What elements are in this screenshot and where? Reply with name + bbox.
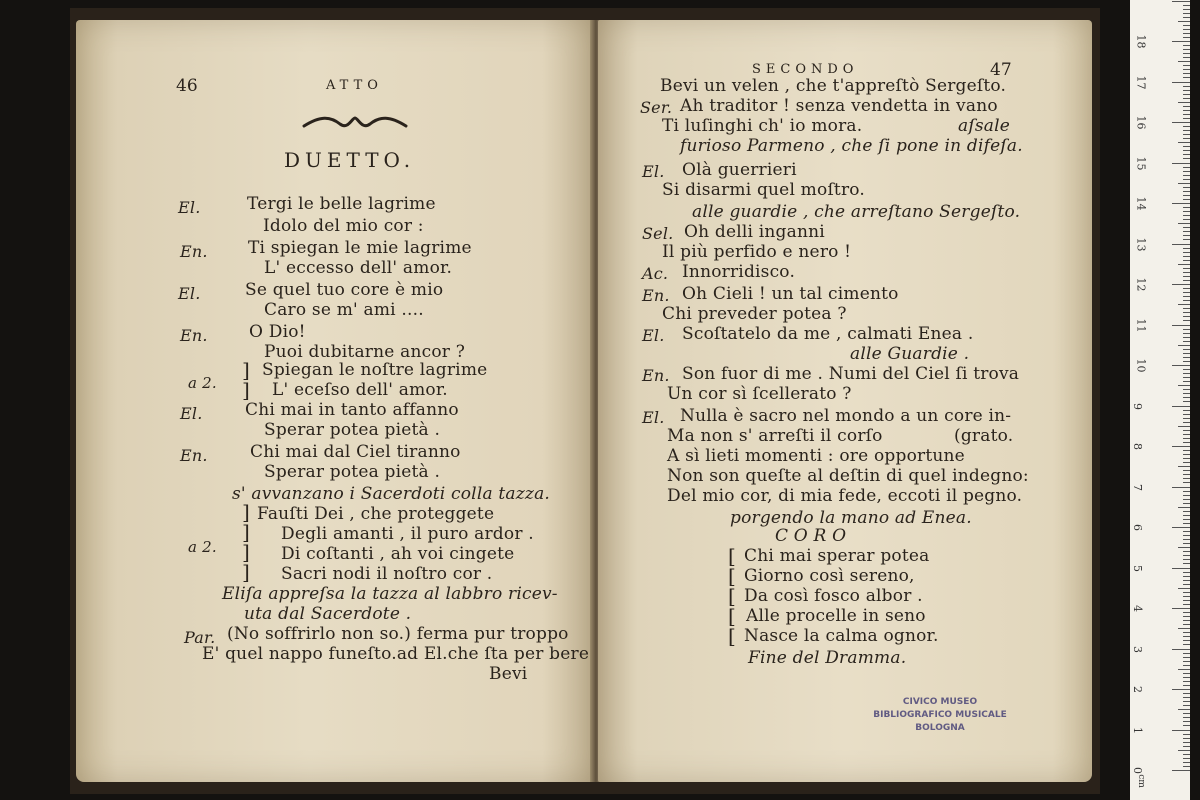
- ruler-tick: [1183, 657, 1190, 658]
- ruler-tick: [1183, 25, 1190, 26]
- ruler-tick: [1183, 154, 1190, 155]
- text-line: Scoſtatelo da me , calmati Enea .: [682, 324, 974, 344]
- ruler-tick: [1183, 604, 1190, 605]
- ruler-tick: [1183, 454, 1190, 455]
- ruler-tick: [1183, 422, 1190, 423]
- brace-mark: ] ] ] ]: [242, 500, 250, 584]
- ruler-tick: [1183, 308, 1190, 309]
- ruler-tick: [1183, 418, 1190, 419]
- right-page-number: 47: [990, 60, 1012, 80]
- ruler-number: 10: [1134, 358, 1148, 373]
- ruler-tick: [1183, 312, 1190, 313]
- ruler-tick: [1183, 401, 1190, 402]
- text-line: Bevi un velen , che t'appreſtò Sergeſto.: [660, 76, 1007, 96]
- ruler-tick: [1183, 397, 1190, 398]
- ruler-tick: [1183, 207, 1190, 208]
- ruler-tick: [1183, 636, 1190, 637]
- ruler-number: 0: [1131, 767, 1144, 774]
- text-line: Sperar potea pietà .: [264, 462, 441, 482]
- ruler-tick: [1172, 1, 1190, 2]
- text-line: Ma non s' arreſti il corſo: [667, 426, 883, 446]
- ruler-tick: [1183, 248, 1190, 249]
- ruler-tick: [1183, 438, 1190, 439]
- ruler-tick: [1183, 9, 1190, 10]
- text-line: O Dio!: [249, 322, 306, 342]
- ruler-tick: [1183, 474, 1190, 475]
- brace-mark: [ [ [ [ [: [728, 544, 736, 648]
- ruler-tick: [1178, 345, 1190, 346]
- ruler-tick: [1183, 126, 1190, 127]
- ruler-tick: [1178, 547, 1190, 548]
- measurement-ruler: [1130, 0, 1190, 800]
- ruler-tick: [1183, 235, 1190, 236]
- text-line: Fine del Dramma.: [748, 648, 907, 668]
- ruler-number: 11: [1134, 318, 1148, 332]
- ruler-number: 14: [1134, 196, 1148, 211]
- ruler-tick: [1183, 523, 1190, 524]
- text-line: Di coſtanti , ah voi cingete: [281, 544, 515, 564]
- duetto-heading: DUETTO.: [284, 148, 416, 172]
- text-line: Innorridisco.: [682, 262, 796, 282]
- ruler-tick: [1172, 770, 1190, 771]
- brace-mark: ] ]: [242, 358, 250, 402]
- text-line: Tergi le belle lagrime: [247, 194, 436, 214]
- a2-marker: a 2.: [188, 374, 217, 392]
- ruler-tick: [1183, 620, 1190, 621]
- ruler-tick: [1183, 746, 1190, 747]
- ruler-tick: [1178, 102, 1190, 103]
- text-line: Chi preveder potea ?: [662, 304, 847, 324]
- ruler-tick: [1183, 256, 1190, 257]
- ruler-tick: [1183, 653, 1190, 654]
- ruler-tick: [1183, 519, 1190, 520]
- text-line: furioso Parmeno , che ſi pone in difeſa.: [680, 136, 1023, 156]
- text-line: (grato.: [954, 426, 1014, 446]
- ruler-tick: [1183, 539, 1190, 540]
- ruler-tick: [1183, 171, 1190, 172]
- ruler-tick: [1183, 219, 1190, 220]
- ruler-tick: [1183, 644, 1190, 645]
- ruler-tick: [1183, 268, 1190, 269]
- text-line: Nulla è sacro nel mondo a un core in-: [680, 406, 1012, 426]
- text-line: Ti luſinghi ch' io mora.: [662, 116, 863, 136]
- ruler-number: 16: [1134, 115, 1148, 130]
- ruler-tick: [1183, 673, 1190, 674]
- ruler-tick: [1183, 33, 1190, 34]
- ruler-tick: [1183, 721, 1190, 722]
- ruler-tick: [1178, 223, 1190, 224]
- text-line: alle Guardie .: [850, 344, 970, 364]
- text-line: Puoi dubitarne ancor ?: [264, 342, 466, 362]
- ruler-tick: [1178, 669, 1190, 670]
- text-line: Da così fosco albor .: [744, 586, 923, 606]
- ruler-tick: [1183, 357, 1190, 358]
- speaker-label: En.: [642, 366, 670, 385]
- text-line: Non son queſte al deſtin di quel indegno:: [667, 466, 1029, 486]
- ruler-tick: [1183, 252, 1190, 253]
- ruler-number: 6: [1131, 524, 1144, 531]
- ruler-tick: [1172, 446, 1190, 447]
- ruler-tick: [1183, 300, 1190, 301]
- speaker-label: El.: [642, 326, 665, 345]
- ruler-tick: [1178, 588, 1190, 589]
- text-line: L' eceſso dell' amor.: [272, 380, 448, 400]
- ruler-tick: [1178, 466, 1190, 467]
- ruler-tick: [1183, 535, 1190, 536]
- ruler-tick: [1183, 272, 1190, 273]
- ruler-tick: [1178, 304, 1190, 305]
- ruler-tick: [1183, 470, 1190, 471]
- text-line: Ah traditor ! senza vendetta in vano: [680, 96, 998, 116]
- ruler-tick: [1183, 134, 1190, 135]
- speaker-label: El.: [642, 408, 665, 427]
- ruler-tick: [1183, 337, 1190, 338]
- ruler-number: 7: [1131, 483, 1144, 491]
- ruler-tick: [1178, 142, 1190, 143]
- ruler-tick: [1183, 410, 1190, 411]
- ruler-tick: [1183, 758, 1190, 759]
- speaker-label: El.: [178, 198, 201, 217]
- ruler-tick: [1183, 499, 1190, 500]
- ruler-tick: [1183, 94, 1190, 95]
- ruler-tick: [1183, 215, 1190, 216]
- ruler-number: 15: [1134, 156, 1148, 170]
- speaker-label: En.: [180, 446, 208, 465]
- text-line: Son fuor di me . Numi del Ciel ſi trova: [682, 364, 1020, 384]
- text-line: Si disarmi quel moſtro.: [662, 180, 866, 200]
- ruler-tick: [1183, 738, 1190, 739]
- ruler-tick: [1183, 369, 1190, 370]
- text-line: Olà guerrieri: [682, 160, 797, 180]
- ruler-tick: [1183, 158, 1190, 159]
- speaker-label: Ac.: [642, 264, 669, 283]
- ruler-tick: [1183, 665, 1190, 666]
- text-line: Chi mai sperar potea: [744, 546, 930, 566]
- ruler-tick: [1183, 29, 1190, 30]
- a2-marker: a 2.: [188, 538, 217, 556]
- text-line: Un cor sì ſcellerato ?: [667, 384, 852, 404]
- ruler-tick: [1172, 649, 1190, 650]
- text-line: Caro se m' ami ....: [264, 300, 424, 320]
- ruler-tick: [1183, 296, 1190, 297]
- ruler-tick: [1183, 717, 1190, 718]
- ruler-number: 2: [1131, 686, 1144, 693]
- ruler-number: 8: [1131, 443, 1144, 450]
- ruler-tick: [1183, 329, 1190, 330]
- text-line: Spiegan le noſtre lagrime: [262, 360, 488, 380]
- ruler-tick: [1183, 37, 1190, 38]
- ruler-tick: [1183, 191, 1190, 192]
- ruler-tick: [1183, 462, 1190, 463]
- text-line: Oh Cieli ! un tal cimento: [682, 284, 899, 304]
- ruler-tick: [1183, 661, 1190, 662]
- ruler-tick: [1183, 175, 1190, 176]
- ruler-tick: [1183, 766, 1190, 767]
- ruler-tick: [1183, 49, 1190, 50]
- ruler-tick: [1183, 106, 1190, 107]
- ruler-tick: [1183, 5, 1190, 6]
- text-line: Alle procelle in seno: [746, 606, 926, 626]
- ruler-tick: [1178, 183, 1190, 184]
- ruler-tick: [1183, 73, 1190, 74]
- text-line: C O R O: [775, 526, 847, 546]
- ruler-tick: [1183, 17, 1190, 18]
- text-line: Nasce la calma ognor.: [744, 626, 939, 646]
- ruler-tick: [1183, 199, 1190, 200]
- ruler-tick: [1183, 616, 1190, 617]
- ruler-tick: [1183, 632, 1190, 633]
- ruler-tick: [1172, 365, 1190, 366]
- text-line: Del mio cor, di mia fede, eccoti il pegno.: [667, 486, 1023, 506]
- ruler-tick: [1183, 146, 1190, 147]
- ruler-tick: [1183, 584, 1190, 585]
- text-line: L' eccesso dell' amor.: [264, 258, 453, 278]
- ruler-tick: [1183, 734, 1190, 735]
- ruler-tick: [1183, 596, 1190, 597]
- ruler-number: 1: [1131, 726, 1144, 734]
- ruler-tick: [1183, 414, 1190, 415]
- ruler-tick: [1183, 195, 1190, 196]
- ruler-tick: [1183, 114, 1190, 115]
- speaker-label: En.: [642, 286, 670, 305]
- ruler-tick: [1183, 503, 1190, 504]
- stamp-line: BIBLIOGRAFICO MUSICALE: [873, 710, 1007, 720]
- text-line: Se quel tuo core è mio: [245, 280, 444, 300]
- ruler-tick: [1183, 640, 1190, 641]
- ruler-tick: [1183, 572, 1190, 573]
- right-running-head: SECONDO: [752, 62, 859, 77]
- ruler-tick: [1172, 82, 1190, 83]
- ruler-tick: [1183, 292, 1190, 293]
- speaker-label: El.: [642, 162, 665, 181]
- ruler-tick: [1183, 478, 1190, 479]
- ruler-tick: [1183, 231, 1190, 232]
- ruler-unit: cm: [1135, 774, 1146, 788]
- text-line: Bevi: [489, 664, 528, 684]
- stamp-line: CIVICO MUSEO: [902, 697, 978, 707]
- ruler-number: 12: [1134, 277, 1148, 292]
- ruler-tick: [1183, 563, 1190, 564]
- ruler-tick: [1183, 495, 1190, 496]
- ruler-tick: [1183, 381, 1190, 382]
- ruler-tick: [1183, 361, 1190, 362]
- ruler-tick: [1178, 750, 1190, 751]
- text-line: Fauſti Dei , che proteggete: [257, 504, 495, 524]
- ruler-tick: [1183, 110, 1190, 111]
- ruler-tick: [1183, 45, 1190, 46]
- ruler-tick: [1183, 442, 1190, 443]
- left-running-head: ATTO: [326, 78, 383, 93]
- ruler-tick: [1183, 458, 1190, 459]
- open-book: [70, 8, 1100, 794]
- ruler-tick: [1183, 77, 1190, 78]
- text-line: uta dal Sacerdote .: [244, 604, 412, 624]
- text-line: Il più perfido e nero !: [662, 242, 852, 262]
- ruler-tick: [1183, 592, 1190, 593]
- ruler-tick: [1183, 559, 1190, 560]
- ruler-tick: [1183, 531, 1190, 532]
- text-line: Sperar potea pietà .: [264, 420, 441, 440]
- text-line: Oh delli inganni: [684, 222, 825, 242]
- text-line: Eliſa appreſsa la tazza al labbro ricev-: [222, 584, 558, 604]
- ruler-tick: [1183, 90, 1190, 91]
- ruler-tick: [1183, 98, 1190, 99]
- ruler-tick: [1183, 57, 1190, 58]
- ruler-tick: [1183, 353, 1190, 354]
- ruler-tick: [1183, 349, 1190, 350]
- ruler-tick: [1183, 118, 1190, 119]
- ruler-tick: [1183, 320, 1190, 321]
- ruler-tick: [1183, 612, 1190, 613]
- ruler-tick: [1183, 389, 1190, 390]
- ruler-number: 3: [1131, 645, 1144, 653]
- ruler-tick: [1172, 689, 1190, 690]
- ruler-tick: [1183, 53, 1190, 54]
- ruler-tick: [1172, 568, 1190, 569]
- text-line: A sì lieti momenti : ore opportune: [667, 446, 965, 466]
- ruler-tick: [1183, 677, 1190, 678]
- ruler-tick: [1172, 730, 1190, 731]
- ruler-tick: [1183, 167, 1190, 168]
- ruler-tick: [1183, 239, 1190, 240]
- left-page-number: 46: [176, 76, 198, 96]
- text-line: (No soffrirlo non so.) ferma pur troppo: [227, 624, 569, 644]
- ruler-tick: [1183, 377, 1190, 378]
- text-line: Ti spiegan le mie lagrime: [248, 238, 472, 258]
- text-line: porgendo la mano ad Enea.: [730, 508, 972, 528]
- ruler-tick: [1172, 325, 1190, 326]
- ruler-tick: [1183, 482, 1190, 483]
- ruler-tick: [1183, 393, 1190, 394]
- ruler-tick: [1183, 130, 1190, 131]
- ruler-number: 9: [1131, 402, 1144, 410]
- ruler-tick: [1183, 511, 1190, 512]
- ruler-tick: [1178, 507, 1190, 508]
- ruler-tick: [1183, 600, 1190, 601]
- ruler-tick: [1183, 701, 1190, 702]
- ruler-tick: [1183, 211, 1190, 212]
- ruler-tick: [1178, 628, 1190, 629]
- ruler-tick: [1183, 430, 1190, 431]
- speaker-label: Par.: [184, 628, 216, 647]
- ruler-tick: [1172, 41, 1190, 42]
- speaker-label: Ser.: [640, 98, 673, 117]
- ruler-tick: [1183, 742, 1190, 743]
- text-line: Chi mai dal Ciel tiranno: [250, 442, 461, 462]
- ruler-tick: [1183, 551, 1190, 552]
- text-line: E' quel nappo funeſto.ad El.che ſta per bere: [202, 644, 590, 664]
- ruler-tick: [1172, 163, 1190, 164]
- ruler-tick: [1183, 69, 1190, 70]
- ruler-tick: [1172, 527, 1190, 528]
- ruler-tick: [1183, 450, 1190, 451]
- ruler-tick: [1183, 138, 1190, 139]
- ruler-tick: [1172, 284, 1190, 285]
- text-line: s' avvanzano i Sacerdoti colla tazza.: [232, 484, 551, 504]
- ruler-tick: [1183, 543, 1190, 544]
- ruler-tick: [1183, 576, 1190, 577]
- ruler-tick: [1172, 406, 1190, 407]
- ruler-tick: [1183, 681, 1190, 682]
- ruler-tick: [1183, 434, 1190, 435]
- ruler-tick: [1178, 709, 1190, 710]
- ruler-tick: [1183, 713, 1190, 714]
- ruler-tick: [1172, 203, 1190, 204]
- ruler-tick: [1183, 555, 1190, 556]
- ruler-tick: [1183, 373, 1190, 374]
- ruler-number: 18: [1134, 34, 1148, 49]
- ruler-tick: [1183, 697, 1190, 698]
- speaker-label: El.: [178, 284, 201, 303]
- stamp-line: BOLOGNA: [915, 723, 965, 733]
- ruler-tick: [1183, 280, 1190, 281]
- ruler-tick: [1183, 65, 1190, 66]
- ruler-tick: [1183, 762, 1190, 763]
- text-line: Chi mai in tanto affanno: [245, 400, 459, 420]
- speaker-label: Sel.: [642, 224, 674, 243]
- ruler-tick: [1183, 288, 1190, 289]
- ruler-tick: [1183, 754, 1190, 755]
- library-stamp: [870, 696, 1010, 735]
- ruler-tick: [1183, 260, 1190, 261]
- ruler-number: 17: [1134, 75, 1148, 89]
- ruler-tick: [1183, 276, 1190, 277]
- speaker-label: El.: [180, 404, 203, 423]
- ruler-tick: [1178, 21, 1190, 22]
- ruler-tick: [1178, 385, 1190, 386]
- ruler-number: 13: [1134, 237, 1148, 251]
- ruler-tick: [1183, 491, 1190, 492]
- text-line: Sacri nodi il noſtro cor .: [281, 564, 493, 584]
- ruler-tick: [1183, 179, 1190, 180]
- ruler-tick: [1183, 187, 1190, 188]
- ruler-tick: [1172, 487, 1190, 488]
- ruler-tick: [1183, 580, 1190, 581]
- ruler-tick: [1183, 693, 1190, 694]
- ruler-tick: [1178, 426, 1190, 427]
- ruler-tick: [1183, 705, 1190, 706]
- ruler-tick: [1183, 316, 1190, 317]
- ruler-tick: [1178, 264, 1190, 265]
- ruler-number: 4: [1131, 605, 1144, 612]
- ruler-tick: [1183, 725, 1190, 726]
- ruler-number: 5: [1131, 564, 1144, 572]
- ruler-tick: [1172, 244, 1190, 245]
- ruler-tick: [1172, 608, 1190, 609]
- ruler-tick: [1183, 624, 1190, 625]
- ruler-tick: [1183, 150, 1190, 151]
- text-line: Giorno così sereno,: [744, 566, 915, 586]
- text-line: Degli amanti , il puro ardor .: [281, 524, 534, 544]
- ruler-tick: [1183, 333, 1190, 334]
- ruler-tick: [1183, 13, 1190, 14]
- speaker-label: En.: [180, 326, 208, 345]
- ruler-tick: [1178, 61, 1190, 62]
- ruler-tick: [1183, 86, 1190, 87]
- ruler-tick: [1183, 227, 1190, 228]
- ornament-icon: [300, 112, 410, 134]
- ruler-tick: [1183, 341, 1190, 342]
- ruler-tick: [1172, 122, 1190, 123]
- text-line: alle guardie , che arreſtano Sergeſto.: [692, 202, 1021, 222]
- text-line: aſsale: [958, 116, 1010, 136]
- text-line: Idolo del mio cor :: [263, 216, 424, 236]
- ruler-tick: [1183, 515, 1190, 516]
- speaker-label: En.: [180, 242, 208, 261]
- ruler-tick: [1183, 685, 1190, 686]
